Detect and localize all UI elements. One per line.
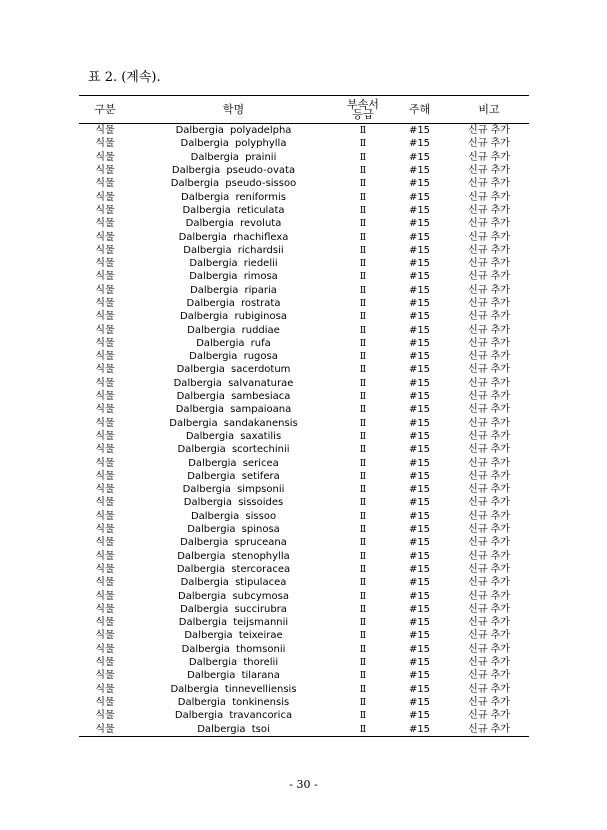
cell-remark: 신규 추가 [468, 298, 510, 309]
cell-footnote: #15 [408, 577, 431, 589]
cell-category: 식물 [95, 311, 115, 323]
table-row [79, 403, 529, 416]
cell-remark: 신규 추가 [468, 417, 510, 429]
cell-appendix-grade: Ⅱ [359, 125, 367, 137]
table-row [79, 616, 529, 629]
cell-footnote: #15 [408, 364, 431, 376]
table-row [79, 510, 529, 523]
cell-remark: 신규 추가 [468, 218, 510, 230]
cell-scientific-name: Dalbergia travancorica [174, 710, 293, 722]
cell-category: 식물 [95, 630, 115, 642]
cell-remark: 신규 추가 [468, 563, 510, 575]
table-row [79, 204, 529, 217]
cell-appendix-grade: Ⅱ [359, 643, 367, 655]
cell-remark: 신규 추가 [468, 497, 510, 509]
cell-category: 식물 [95, 391, 115, 403]
cell-remark: 신규 추가 [468, 683, 510, 695]
table-caption: 표 2. (계속). [88, 70, 161, 85]
cell-remark: 신규 추가 [468, 723, 510, 735]
cell-scientific-name: Dalbergia rhachiflexa [178, 231, 289, 243]
cell-category: 식물 [95, 138, 115, 150]
cell-category: 식물 [95, 258, 115, 270]
table-row [79, 682, 529, 695]
cell-footnote: #15 [408, 324, 431, 336]
cell-scientific-name: Dalbergia riedelii [189, 258, 278, 270]
cell-remark: 신규 추가 [468, 404, 510, 416]
cell-footnote: #15 [408, 550, 431, 562]
cell-scientific-name: Dalbergia polyphylla [180, 138, 287, 150]
cell-footnote: #15 [408, 404, 431, 416]
header-footnote: 주해 [408, 102, 431, 116]
cell-footnote: #15 [408, 417, 431, 429]
cell-scientific-name: Dalbergia tilarana [187, 670, 280, 682]
cell-category: 식물 [95, 524, 115, 536]
cell-scientific-name: Dalbergia pseudo-sissoo [170, 178, 297, 190]
cell-remark: 신규 추가 [468, 617, 510, 629]
cell-remark: 신규 추가 [468, 391, 510, 403]
table-row [79, 550, 529, 563]
cell-scientific-name: Dalbergia rubiginosa [180, 311, 287, 323]
cell-appendix-grade: Ⅱ [359, 218, 367, 230]
cell-footnote: #15 [408, 204, 431, 216]
cell-remark: 신규 추가 [468, 351, 510, 363]
cell-appendix-grade: Ⅱ [359, 351, 367, 363]
cell-appendix-grade: Ⅱ [359, 337, 367, 349]
cell-remark: 신규 추가 [468, 710, 510, 722]
cell-scientific-name: Dalbergia sacerdotum [176, 364, 291, 376]
cell-remark: 신규 추가 [468, 457, 510, 469]
cell-footnote: #15 [408, 298, 431, 309]
cell-remark: 신규 추가 [468, 444, 510, 456]
cell-scientific-name: Dalbergia spinosa [187, 524, 280, 536]
cell-category: 식물 [95, 643, 115, 655]
cell-appendix-grade: Ⅱ [359, 404, 367, 416]
cell-scientific-name: Dalbergia tsoi [197, 723, 270, 735]
cell-category: 식물 [95, 244, 115, 256]
cell-category: 식물 [95, 430, 115, 442]
cell-remark: 신규 추가 [468, 470, 510, 482]
cell-remark: 신규 추가 [468, 510, 510, 522]
cell-category: 식물 [95, 231, 115, 243]
header-appendix-grade [336, 97, 390, 121]
cell-remark: 신규 추가 [468, 603, 510, 615]
cell-remark: 신규 추가 [468, 311, 510, 323]
table-row [79, 297, 529, 310]
cell-appendix-grade: Ⅱ [359, 657, 367, 669]
cell-category: 식물 [95, 417, 115, 429]
cell-category: 식물 [95, 218, 115, 230]
table-row [79, 430, 529, 443]
cell-footnote: #15 [408, 710, 431, 722]
cell-scientific-name: Dalbergia thorelii [188, 657, 279, 669]
cell-remark: 신규 추가 [468, 550, 510, 562]
cell-footnote: #15 [408, 670, 431, 682]
cell-scientific-name: Dalbergia pseudo-ovata [171, 165, 296, 177]
cell-appendix-grade: Ⅱ [359, 470, 367, 482]
cell-remark: 신규 추가 [468, 138, 510, 150]
cell-scientific-name: Dalbergia sissoo [190, 510, 277, 522]
cell-footnote: #15 [408, 643, 431, 655]
header-category: 구분 [94, 102, 116, 116]
cell-scientific-name: Dalbergia salvanaturae [173, 377, 294, 389]
cell-category: 식물 [95, 178, 115, 190]
cell-appendix-grade: Ⅱ [359, 284, 367, 296]
cell-remark: 신규 추가 [468, 191, 510, 203]
table-row [79, 669, 529, 682]
cell-appendix-grade: Ⅱ [359, 577, 367, 589]
cell-appendix-grade: Ⅱ [359, 151, 367, 163]
cell-appendix-grade: Ⅱ [359, 550, 367, 562]
cell-scientific-name: Dalbergia reniformis [181, 191, 286, 203]
cell-category: 식물 [95, 670, 115, 682]
cell-appendix-grade: Ⅱ [359, 364, 367, 376]
cell-appendix-grade: Ⅱ [359, 457, 367, 469]
cell-appendix-grade: Ⅱ [359, 696, 367, 708]
cell-category: 식물 [95, 284, 115, 296]
cell-category: 식물 [95, 377, 115, 389]
cell-footnote: #15 [408, 657, 431, 669]
cell-remark: 신규 추가 [468, 524, 510, 536]
cell-appendix-grade: Ⅱ [359, 510, 367, 522]
cell-scientific-name: Dalbergia rufa [196, 337, 271, 349]
cell-footnote: #15 [408, 165, 431, 177]
cell-remark: 신규 추가 [468, 231, 510, 243]
table-row [79, 523, 529, 536]
cell-remark: 신규 추가 [468, 377, 510, 389]
cell-remark: 신규 추가 [468, 577, 510, 589]
cell-scientific-name: Dalbergia revoluta [185, 218, 282, 230]
cell-appendix-grade: Ⅱ [359, 524, 367, 536]
cell-footnote: #15 [408, 617, 431, 629]
cell-scientific-name: Dalbergia stipulacea [180, 577, 287, 589]
cell-category: 식물 [95, 271, 115, 283]
cell-category: 식물 [95, 497, 115, 509]
cell-footnote: #15 [408, 484, 431, 496]
cell-appendix-grade: Ⅱ [359, 417, 367, 429]
cell-category: 식물 [95, 404, 115, 416]
cell-footnote: #15 [408, 337, 431, 349]
cell-scientific-name: Dalbergia tinnevelliensis [170, 683, 297, 695]
cell-appendix-grade: Ⅱ [359, 165, 367, 177]
cell-footnote: #15 [408, 696, 431, 708]
cell-appendix-grade: Ⅱ [359, 377, 367, 389]
cell-category: 식물 [95, 484, 115, 496]
cell-remark: 신규 추가 [468, 271, 510, 283]
table-row [79, 230, 529, 243]
cell-remark: 신규 추가 [468, 204, 510, 216]
cell-appendix-grade: Ⅱ [359, 258, 367, 270]
cell-remark: 신규 추가 [468, 484, 510, 496]
cell-remark: 신규 추가 [468, 630, 510, 642]
cell-scientific-name: Dalbergia polyadelpha [175, 125, 292, 137]
cell-appendix-grade: Ⅱ [359, 603, 367, 615]
cell-footnote: #15 [408, 377, 431, 389]
table-row [79, 536, 529, 549]
table-row [79, 629, 529, 642]
table-row [79, 643, 529, 656]
table-row [79, 310, 529, 323]
cell-remark: 신규 추가 [468, 178, 510, 190]
cell-footnote: #15 [408, 125, 431, 137]
cell-remark: 신규 추가 [468, 696, 510, 708]
cell-scientific-name: Dalbergia rostrata [186, 298, 281, 309]
cell-category: 식물 [95, 683, 115, 695]
cell-footnote: #15 [408, 430, 431, 442]
species-table [79, 95, 529, 737]
table-row [79, 603, 529, 616]
cell-footnote: #15 [408, 603, 431, 615]
table-row [79, 363, 529, 376]
cell-footnote: #15 [408, 271, 431, 283]
cell-category: 식물 [95, 324, 115, 336]
table-row [79, 164, 529, 177]
table-row [79, 350, 529, 363]
table-row [79, 151, 529, 164]
cell-remark: 신규 추가 [468, 151, 510, 163]
cell-remark: 신규 추가 [468, 284, 510, 296]
table-row [79, 576, 529, 589]
cell-scientific-name: Dalbergia saxatilis [185, 430, 282, 442]
cell-category: 식물 [95, 125, 115, 137]
cell-category: 식물 [95, 457, 115, 469]
cell-appendix-grade: Ⅱ [359, 590, 367, 602]
cell-appendix-grade: Ⅱ [359, 324, 367, 336]
cell-appendix-grade: Ⅱ [359, 231, 367, 243]
cell-category: 식물 [95, 298, 115, 309]
cell-footnote: #15 [408, 537, 431, 549]
cell-footnote: #15 [408, 563, 431, 575]
table-row [79, 709, 529, 722]
cell-scientific-name: Dalbergia scortechinii [177, 444, 290, 456]
cell-scientific-name: Dalbergia tonkinensis [177, 696, 290, 708]
cell-scientific-name: Dalbergia riparia [190, 284, 277, 296]
cell-category: 식물 [95, 537, 115, 549]
cell-appendix-grade: Ⅱ [359, 444, 367, 456]
cell-category: 식물 [95, 151, 115, 163]
table-row [79, 696, 529, 709]
cell-category: 식물 [95, 723, 115, 735]
table-row [79, 589, 529, 602]
cell-category: 식물 [95, 657, 115, 669]
table-row [79, 217, 529, 230]
cell-category: 식물 [95, 510, 115, 522]
page-number: - 30 - [289, 778, 318, 791]
table-row [79, 137, 529, 150]
cell-category: 식물 [95, 550, 115, 562]
cell-remark: 신규 추가 [468, 337, 510, 349]
cell-footnote: #15 [408, 630, 431, 642]
cell-appendix-grade: Ⅱ [359, 484, 367, 496]
cell-appendix-grade: Ⅱ [359, 497, 367, 509]
cell-category: 식물 [95, 444, 115, 456]
cell-footnote: #15 [408, 444, 431, 456]
table-row [79, 270, 529, 283]
cell-scientific-name: Dalbergia rugosa [189, 351, 278, 363]
cell-scientific-name: Dalbergia ruddiae [187, 324, 280, 336]
cell-remark: 신규 추가 [468, 537, 510, 549]
cell-appendix-grade: Ⅱ [359, 138, 367, 150]
cell-scientific-name: Dalbergia succirubra [180, 603, 287, 615]
cell-category: 식물 [95, 696, 115, 708]
cell-remark: 신규 추가 [468, 643, 510, 655]
cell-appendix-grade: Ⅱ [359, 204, 367, 216]
cell-footnote: #15 [408, 497, 431, 509]
cell-scientific-name: Dalbergia sissoides [183, 497, 284, 509]
cell-scientific-name: Dalbergia stercoracea [176, 563, 291, 575]
cell-footnote: #15 [408, 524, 431, 536]
cell-footnote: #15 [408, 178, 431, 190]
cell-footnote: #15 [408, 191, 431, 203]
cell-appendix-grade: Ⅱ [359, 617, 367, 629]
table-row [79, 390, 529, 403]
cell-appendix-grade: Ⅱ [359, 311, 367, 323]
cell-category: 식물 [95, 351, 115, 363]
table-row [79, 337, 529, 350]
cell-category: 식물 [95, 590, 115, 602]
cell-category: 식물 [95, 563, 115, 575]
table-row [79, 124, 529, 137]
cell-appendix-grade: Ⅱ [359, 298, 367, 309]
cell-footnote: #15 [408, 683, 431, 695]
cell-appendix-grade: Ⅱ [359, 683, 367, 695]
cell-scientific-name: Dalbergia richardsii [183, 244, 284, 256]
cell-remark: 신규 추가 [468, 657, 510, 669]
cell-remark: 신규 추가 [468, 258, 510, 270]
cell-remark: 신규 추가 [468, 590, 510, 602]
table-row [79, 470, 529, 483]
cell-category: 식물 [95, 710, 115, 722]
table-row [79, 244, 529, 257]
table-row [79, 284, 529, 297]
cell-remark: 신규 추가 [468, 430, 510, 442]
cell-scientific-name: Dalbergia teixeirae [184, 630, 283, 642]
cell-scientific-name: Dalbergia thomsonii [181, 643, 286, 655]
cell-category: 식물 [95, 204, 115, 216]
cell-appendix-grade: Ⅱ [359, 670, 367, 682]
cell-footnote: #15 [408, 231, 431, 243]
cell-scientific-name: Dalbergia reticulata [182, 204, 285, 216]
cell-footnote: #15 [408, 510, 431, 522]
cell-footnote: #15 [408, 470, 431, 482]
cell-scientific-name: Dalbergia rimosa [189, 271, 278, 283]
cell-scientific-name: Dalbergia teijsmannii [178, 617, 289, 629]
table-row [79, 377, 529, 390]
cell-footnote: #15 [408, 218, 431, 230]
cell-footnote: #15 [408, 151, 431, 163]
cell-appendix-grade: Ⅱ [359, 191, 367, 203]
cell-footnote: #15 [408, 457, 431, 469]
table-row [79, 177, 529, 190]
table-body [79, 124, 529, 736]
cell-scientific-name: Dalbergia sericea [188, 457, 279, 469]
table-header-row [79, 96, 529, 124]
table-row [79, 483, 529, 496]
cell-remark: 신규 추가 [468, 364, 510, 376]
cell-appendix-grade: Ⅱ [359, 537, 367, 549]
cell-category: 식물 [95, 165, 115, 177]
cell-appendix-grade: Ⅱ [359, 710, 367, 722]
cell-category: 식물 [95, 470, 115, 482]
cell-scientific-name: Dalbergia sampaioana [175, 404, 292, 416]
cell-appendix-grade: Ⅱ [359, 430, 367, 442]
table-row [79, 563, 529, 576]
cell-appendix-grade: Ⅱ [359, 723, 367, 735]
cell-appendix-grade: Ⅱ [359, 630, 367, 642]
cell-appendix-grade: Ⅱ [359, 271, 367, 283]
cell-category: 식물 [95, 337, 115, 349]
cell-footnote: #15 [408, 244, 431, 256]
cell-remark: 신규 추가 [468, 165, 510, 177]
cell-category: 식물 [95, 617, 115, 629]
cell-footnote: #15 [408, 311, 431, 323]
cell-footnote: #15 [408, 590, 431, 602]
cell-category: 식물 [95, 364, 115, 376]
cell-scientific-name: Dalbergia sandakanensis [169, 417, 298, 429]
cell-remark: 신규 추가 [468, 244, 510, 256]
cell-appendix-grade: Ⅱ [359, 178, 367, 190]
header-remarks: 비고 [478, 102, 500, 116]
table-row [79, 456, 529, 469]
cell-footnote: #15 [408, 723, 431, 735]
cell-scientific-name: Dalbergia setifera [187, 470, 280, 482]
cell-scientific-name: Dalbergia prainii [190, 151, 277, 163]
cell-footnote: #15 [408, 258, 431, 270]
table-row [79, 417, 529, 430]
table-row [79, 722, 529, 735]
table-row [79, 656, 529, 669]
cell-scientific-name: Dalbergia stenophylla [177, 550, 290, 562]
cell-scientific-name: Dalbergia sambesiaca [176, 391, 291, 403]
cell-footnote: #15 [408, 391, 431, 403]
table-row [79, 323, 529, 336]
cell-footnote: #15 [408, 138, 431, 150]
table-row [79, 496, 529, 509]
table-row [79, 190, 529, 203]
header-appendix-line2: 등급 [352, 107, 374, 121]
cell-category: 식물 [95, 191, 115, 203]
cell-remark: 신규 추가 [468, 670, 510, 682]
header-scientific-name: 학명 [222, 102, 245, 116]
cell-category: 식물 [95, 577, 115, 589]
cell-appendix-grade: Ⅱ [359, 391, 367, 403]
cell-scientific-name: Dalbergia spruceana [180, 537, 287, 549]
cell-remark: 신규 추가 [468, 324, 510, 336]
cell-footnote: #15 [408, 284, 431, 296]
cell-appendix-grade: Ⅱ [359, 563, 367, 575]
cell-scientific-name: Dalbergia subcymosa [178, 590, 289, 602]
cell-appendix-grade: Ⅱ [359, 244, 367, 256]
cell-category: 식물 [95, 603, 115, 615]
cell-remark: 신규 추가 [468, 125, 510, 137]
header-appendix-line1: 부속서 [347, 97, 379, 111]
table-row [79, 257, 529, 270]
cell-scientific-name: Dalbergia simpsonii [182, 484, 285, 496]
cell-footnote: #15 [408, 351, 431, 363]
table-row [79, 443, 529, 456]
